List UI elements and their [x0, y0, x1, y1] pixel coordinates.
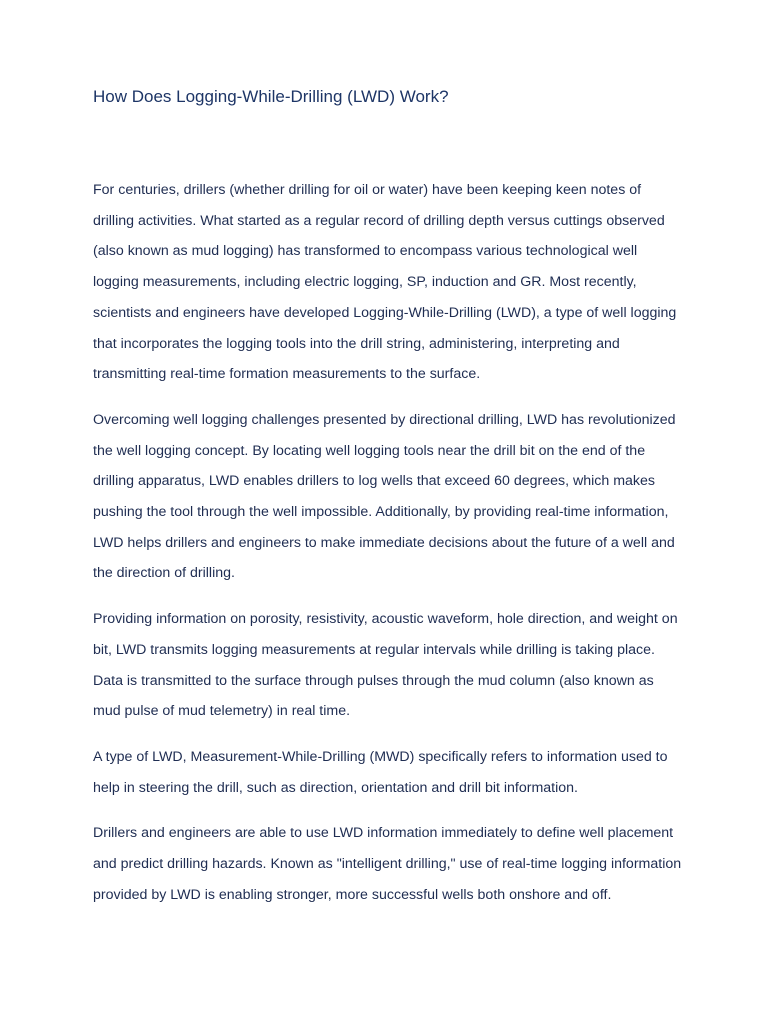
paragraph-2: Overcoming well logging challenges presented by directional drilling, LWD has revolutionized the well logging concept. By locating well logging tools near the drill bit on the end of the drilling apparatus, LWD enables drillers to log wells that exceed 60 degrees, which makes pushing the tool through the well impossible. Additionally, by providing real-time information, LWD helps drillers and engineers to make immediate decisions about the future of a well and the direction of drilling.	[93, 411, 676, 582]
paragraph-1: For centuries, drillers (whether drilling for oil or water) have been keeping keen notes of drilling activities. What started as a regular record of drilling depth versus cuttings observed (also known as mud logging) has transformed to encompass various technological well logging measurements, including electric logging, SP, induction and GR. Most recently, scientists and engineers have developed Logging-While-Drilling (LWD), a type of well logging that incorporates the logging tools into the drill string, administering, interpreting and transmitting real-time formation measurements to the surface.	[93, 182, 677, 383]
paragraph-4: A type of LWD, Measurement-While-Drilling (MWD) specifically refers to information used to help in steering the drill, such as direction, orientation and drill bit information.	[93, 748, 668, 796]
document-title: How Does Logging-While-Drilling (LWD) Work?	[93, 87, 449, 106]
paragraph-3: Providing information on porosity, resistivity, acoustic waveform, hole direction, and weight on bit, LWD transmits logging measurements at regular intervals while drilling is taking place. Data is transmitted to the surface through pulses through the mud column (also known as mud pulse of mud telemetry) in real time.	[93, 611, 678, 720]
document-body	[93, 175, 683, 925]
paragraph-5: Drillers and engineers are able to use LWD information immediately to define well placement and predict drilling hazards. Known as "intelligent drilling," use of real-time logging information provided by LWD is enabling stronger, more successful wells both onshore and off.	[93, 825, 682, 903]
